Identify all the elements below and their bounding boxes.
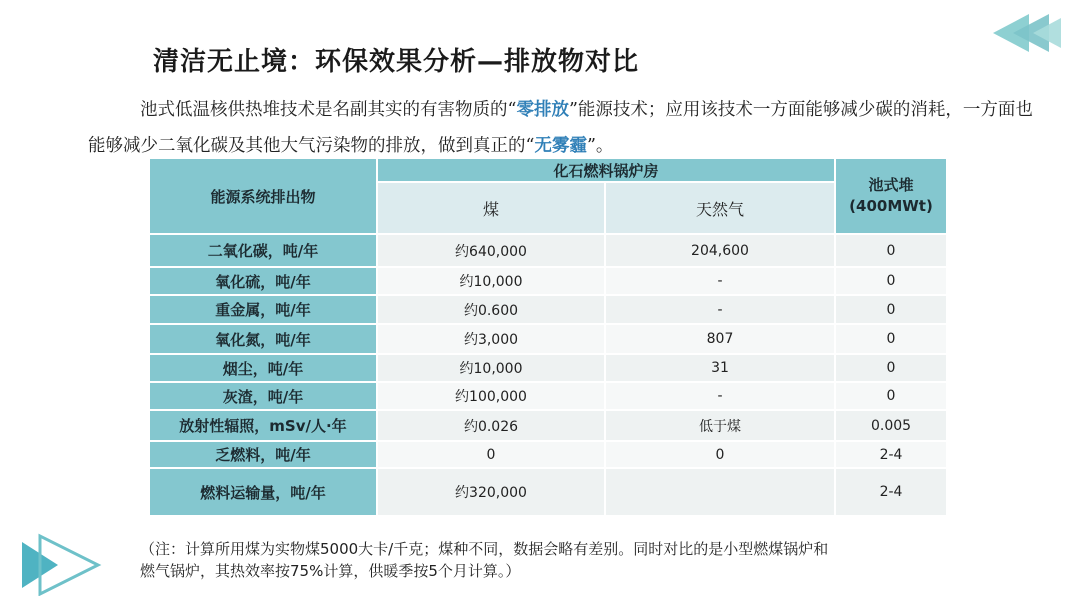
reactor-value: 0 [836, 325, 948, 355]
row-label: 放射性辐照，mSv/人·年 [150, 411, 378, 442]
page-title: 清洁无止境：环保效果分析—排放物对比 [153, 47, 640, 77]
reactor-value: 0 [836, 355, 948, 383]
intro-paragraph [88, 92, 1038, 164]
gas-value: 204,600 [606, 235, 836, 268]
table-body [150, 235, 948, 517]
table-row [150, 383, 948, 411]
gas-value [606, 469, 836, 517]
header-coal: 煤 [378, 183, 606, 235]
table-row [150, 235, 948, 268]
coal-value: 约10,000 [378, 268, 606, 296]
triangle-play-icon [18, 530, 108, 596]
header-emissions: 能源系统排出物 [150, 159, 378, 235]
header-pool-reactor-line1: 池式堆 [868, 176, 914, 194]
footnote-line-1: （注：计算所用煤为实物煤5000大卡/千克；煤种不同，数据会略有差别。同时对比的是小型燃煤锅炉和 [140, 540, 829, 558]
coal-value: 0 [378, 442, 606, 469]
coal-value: 约320,000 [378, 469, 606, 517]
coal-value: 约640,000 [378, 235, 606, 268]
header-fossil-boiler: 化石燃料锅炉房 [378, 159, 836, 183]
row-label: 氧化氮，吨/年 [150, 325, 378, 355]
footnote-line-2: 燃气锅炉，其热效率按75%计算，供暖季按5个月计算。） [140, 562, 521, 580]
reactor-value: 0.005 [836, 411, 948, 442]
highlight-no-smog: 无雾霾 [534, 136, 587, 156]
header-natural-gas: 天然气 [606, 183, 836, 235]
gas-value: 31 [606, 355, 836, 383]
coal-value: 约3,000 [378, 325, 606, 355]
row-label: 烟尘，吨/年 [150, 355, 378, 383]
highlight-zero-emission: 零排放 [516, 100, 569, 120]
row-label: 燃料运输量，吨/年 [150, 469, 378, 517]
table-row [150, 411, 948, 442]
table-row [150, 355, 948, 383]
reactor-value: 0 [836, 268, 948, 296]
table-row [150, 469, 948, 517]
gas-value: - [606, 268, 836, 296]
reactor-value: 2-4 [836, 442, 948, 469]
double-triangle-left-icon [985, 10, 1065, 56]
row-label: 氧化硫，吨/年 [150, 268, 378, 296]
table-row [150, 296, 948, 325]
row-label: 重金属，吨/年 [150, 296, 378, 325]
table-row [150, 268, 948, 296]
reactor-value: 0 [836, 383, 948, 411]
header-pool-reactor-line2: (400MWt) [849, 197, 933, 215]
table-row [150, 325, 948, 355]
gas-value: 0 [606, 442, 836, 469]
gas-value: 807 [606, 325, 836, 355]
gas-value: - [606, 383, 836, 411]
reactor-value: 2-4 [836, 469, 948, 517]
row-label: 乏燃料，吨/年 [150, 442, 378, 469]
reactor-value: 0 [836, 296, 948, 325]
gas-value: 低于煤 [606, 411, 836, 442]
table-row [150, 442, 948, 469]
row-label: 二氧化碳，吨/年 [150, 235, 378, 268]
coal-value: 约0.600 [378, 296, 606, 325]
emissions-comparison-table [150, 159, 948, 517]
intro-text-3: ”。 [586, 136, 614, 156]
intro-text-2: ”能源技术；应用该技术一方面能够减少碳的消耗，一方面也能够减少二氧化碳及其他大气污染物的排放，做到真正的“ [88, 100, 1033, 156]
row-label: 灰渣，吨/年 [150, 383, 378, 411]
intro-text-1: 池式低温核供热堆技术是名副其实的有害物质的“ [140, 100, 517, 120]
coal-value: 约100,000 [378, 383, 606, 411]
gas-value: - [606, 296, 836, 325]
footnote [140, 538, 970, 582]
header-pool-reactor [836, 159, 948, 235]
coal-value: 约0.026 [378, 411, 606, 442]
coal-value: 约10,000 [378, 355, 606, 383]
reactor-value: 0 [836, 235, 948, 268]
